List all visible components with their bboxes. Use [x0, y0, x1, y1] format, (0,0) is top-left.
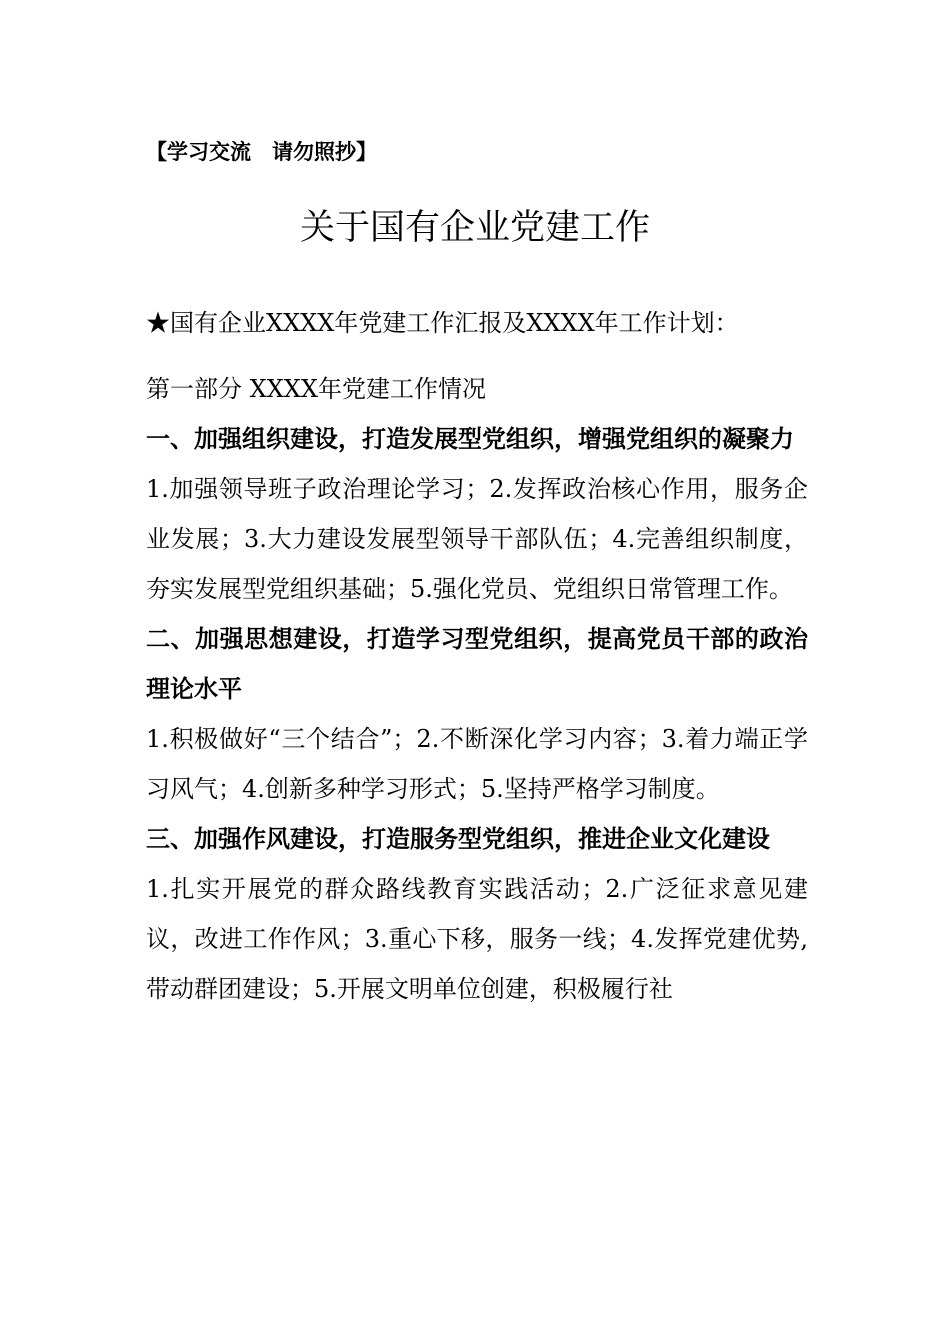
part-one-title: 第一部分 XXXX年党建工作情况 — [146, 375, 486, 403]
section-heading-2: 二、加强思想建设，打造学习型党组织，提高党员干部的政治理论水平 — [146, 625, 808, 703]
section-body-2: 1.积极做好“三个结合”；2.不断深化学习内容；3.着力端正学习风气；4.创新多种学习形式；5.坚持严格学习制度。 — [146, 725, 808, 803]
report-intro: ★国有企业XXXX年党建工作汇报及XXXX年工作计划： — [146, 309, 739, 337]
study-notice: 【学习交流 请勿照抄】 — [146, 140, 377, 164]
section-body-3: 1.扎实开展党的群众路线教育实践活动；2.广泛征求意见建议，改进工作作风；3.重心下移，服务一线；4.发挥党建优势,带动群团建设；5.开展文明单位创建，积极履行社 — [146, 875, 808, 1003]
section-body-1: 1.加强领导班子政治理论学习；2.发挥政治核心作用，服务企业发展；3.大力建设发展型领导干部队伍；4.完善组织制度，夯实发展型党组织基础；5.强化党员、党组织日常管理工作。 — [146, 475, 808, 603]
section-heading-3: 三、加强作风建设，打造服务型党组织，推进企业文化建设 — [146, 825, 770, 853]
section-heading-1: 一、加强组织建设，打造发展型党组织，增强党组织的凝聚力 — [146, 425, 794, 453]
document-body — [146, 298, 808, 1014]
document-title: 关于国有企业党建工作 — [299, 208, 650, 248]
